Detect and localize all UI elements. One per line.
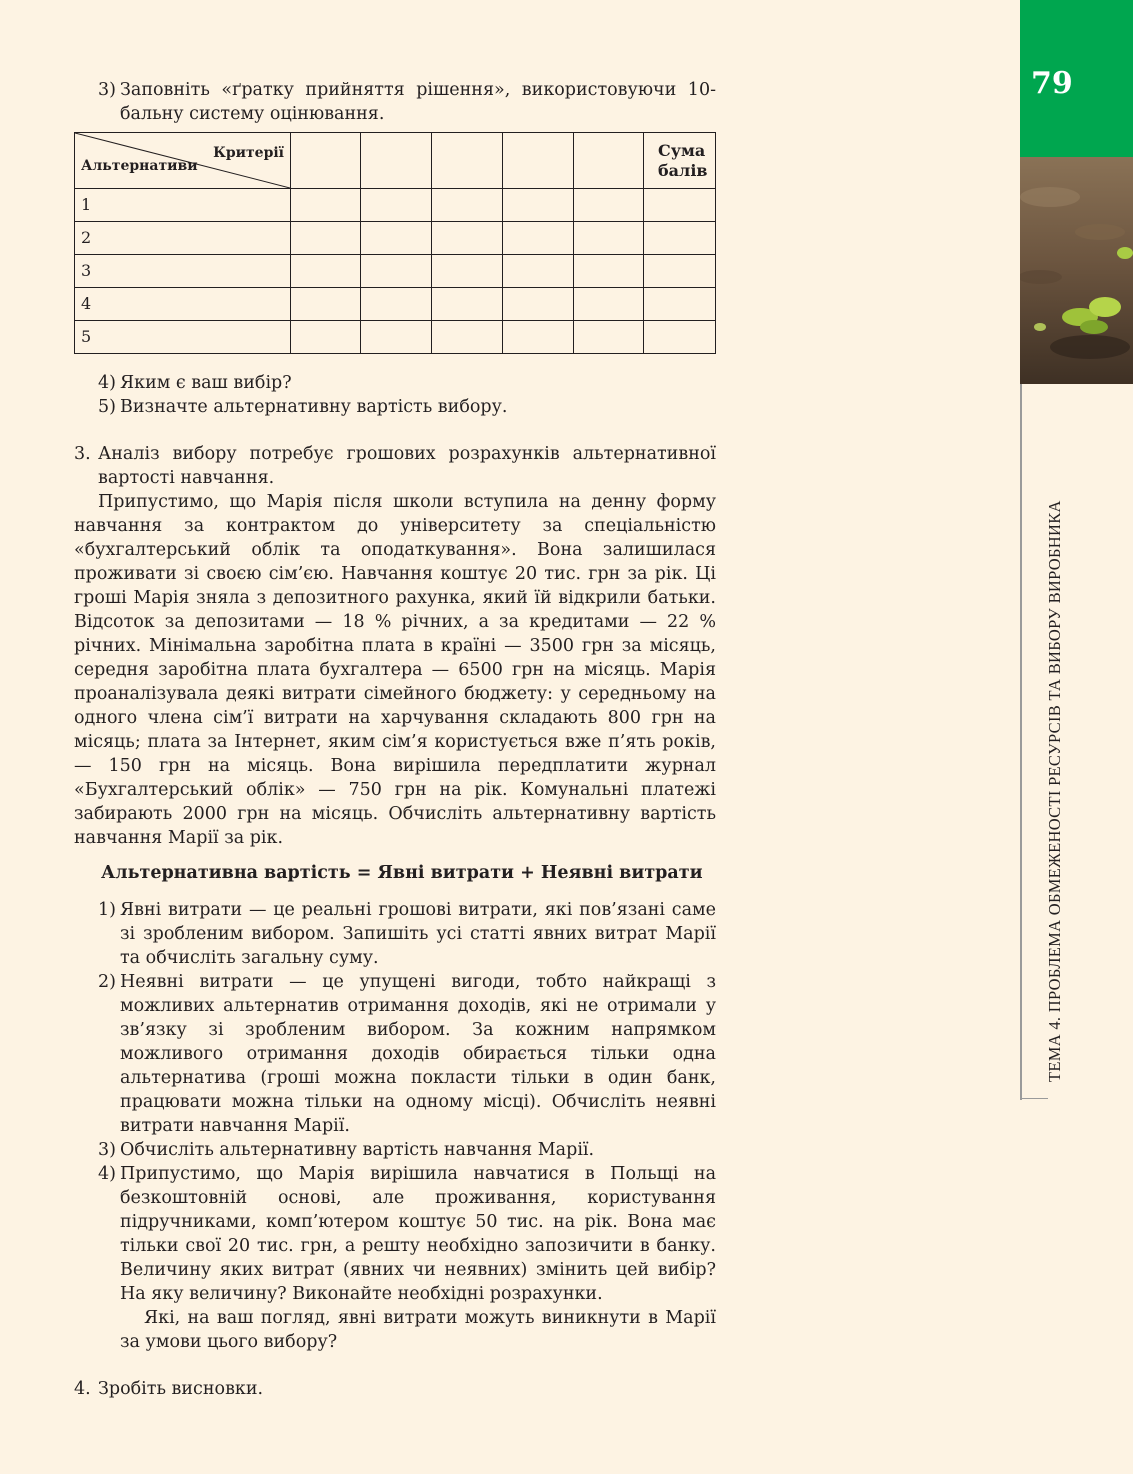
criteria-label: Критерії [213, 145, 284, 161]
item-3 [74, 78, 716, 126]
page-content [74, 78, 716, 1401]
score-cell[interactable] [432, 189, 503, 222]
score-cell[interactable] [503, 189, 574, 222]
table-row [75, 222, 716, 255]
table-row [75, 321, 716, 354]
score-cell[interactable] [291, 222, 361, 255]
score-cell[interactable] [432, 288, 503, 321]
item-5 [74, 395, 716, 419]
row-label: 3 [75, 255, 291, 288]
item-number: 3) [98, 80, 116, 100]
criteria-cell[interactable] [291, 133, 361, 189]
task-3 [74, 442, 716, 490]
score-cell[interactable] [432, 321, 503, 354]
item-4 [74, 371, 716, 395]
sum-cell[interactable] [644, 189, 716, 222]
task-number: 4. [74, 1379, 91, 1399]
criteria-cell[interactable] [503, 133, 574, 189]
task-3-paragraph: Припустимо, що Марія після школи вступила на денну форму навчання за контрактом до університету за спеціальністю «бухгалтерський облік та оподаткування». Вона залишилася проживати зі своєю сім’єю. Навчання коштує 20 тис. грн за рік. Ці гроші Марія зняла з депозитного рахунка, який їй відкрили батьки. Відсоток за депозитами — 18 % річних, а за кредитами — 22 % річних. Мінімальна заробітна плата в країні — 3500 грн за місяць, середня заробітна плата бухгалтера — 6500 грн на місяць. Марія проаналізувала деякі витрати сімейного бюджету: у середньому на одного члена сім’ї витрати на харчування складають 800 грн на місяць; плата за Інтернет, яким сім’я користується вже п’ять років, — 150 грн на місяць. Вона вирішила передплатити журнал «Бухгалтерський облік» — 750 грн на рік. Комунальні платежі забирають 2000 грн на місяць. Обчисліть альтернативну вартість навчання Марії за рік. [74, 492, 716, 848]
item-number: 4) [98, 1164, 116, 1184]
sum-cell[interactable] [644, 222, 716, 255]
score-cell[interactable] [574, 288, 644, 321]
item-text: Припустимо, що Марія вирішила навчатися в Польщі на безкоштовній основі, але проживання, користування підручниками, комп’ютером коштує 50 тис. на рік. Вона має тільки свої 20 тис. грн, а решту необхідно запозичити в банку. Величину яких витрат (явних чи неявних) змінить цей вибір? На яку величину? Виконайте необхідні розрахунки. [120, 1164, 716, 1304]
page-number: 79 [1031, 66, 1073, 101]
score-cell[interactable] [503, 321, 574, 354]
sum-cell[interactable] [644, 288, 716, 321]
score-cell[interactable] [291, 255, 361, 288]
side-divider [1020, 384, 1022, 1100]
score-cell[interactable] [574, 189, 644, 222]
diagonal-header-cell [75, 133, 291, 189]
item-text: Які, на ваш погляд, явні витрати можуть виникнути в Марії за умови цього вибору? [120, 1308, 716, 1352]
score-cell[interactable] [503, 222, 574, 255]
row-label: 5 [75, 321, 291, 354]
criteria-cell[interactable] [432, 133, 503, 189]
score-cell[interactable] [574, 321, 644, 354]
item-text: Яким є ваш вибір? [120, 373, 292, 393]
score-cell[interactable] [574, 222, 644, 255]
row-label: 4 [75, 288, 291, 321]
score-cell[interactable] [291, 288, 361, 321]
formula: Альтернативна вартість = Явні витрати + Неявні витрати [101, 863, 703, 883]
subitem-1 [74, 898, 716, 970]
table-header-row [75, 133, 716, 189]
subitem-2 [74, 970, 716, 1138]
subitem-4-extra [74, 1306, 716, 1354]
item-number: 3) [98, 1140, 116, 1160]
score-cell[interactable] [432, 222, 503, 255]
criteria-cell[interactable] [361, 133, 432, 189]
score-cell[interactable] [291, 321, 361, 354]
decision-grid-table [74, 132, 716, 354]
sum-header-cell: Сума балів [644, 133, 716, 189]
table-row [75, 189, 716, 222]
task-text: Зробіть висновки. [98, 1379, 264, 1399]
sum-cell[interactable] [644, 321, 716, 354]
score-cell[interactable] [361, 255, 432, 288]
item-text: Неявні витрати — це упущені вигоди, тобто найкращі з можливих альтернатив отримання доходів, які не отримали у зв’язку зі зробленим вибором. За кожним напрямком можливого отримання доходів обирається тільки одна альтернатива (гроші можна покласти тільки в один банк, працювати можна тільки на одному місці). Обчисліть неявні витрати навчання Марії. [120, 972, 716, 1136]
row-label: 1 [75, 189, 291, 222]
score-cell[interactable] [361, 189, 432, 222]
item-number: 5) [98, 397, 116, 417]
soil-seedling-photo [1020, 157, 1133, 384]
chapter-title: ТЕМА 4. ПРОБЛЕМА ОБМЕЖЕНОСТІ РЕСУРСІВ ТА ВИБОРУ ВИРОБНИКА [1045, 500, 1064, 1082]
item-number: 2) [98, 972, 116, 992]
score-cell[interactable] [432, 255, 503, 288]
item-text: Обчисліть альтернативну вартість навчання Марії. [120, 1140, 595, 1160]
item-text: Явні витрати — це реальні грошові витрати, які пов’язані саме зі зробленим вибором. Запишіть усі статті явних витрат Марії та обчисліть загальну суму. [120, 900, 716, 968]
item-text: Заповніть «ґратку прийняття рішення», використовуючи 10-бальну систему оцінювання. [120, 80, 716, 124]
row-label: 2 [75, 222, 291, 255]
item-text: Визначте альтернативну вартість вибору. [120, 397, 508, 417]
score-cell[interactable] [361, 321, 432, 354]
score-cell[interactable] [361, 288, 432, 321]
table-row [75, 288, 716, 321]
sum-cell[interactable] [644, 255, 716, 288]
score-cell[interactable] [361, 222, 432, 255]
alternatives-label: Альтернативи [81, 158, 198, 174]
task-4 [74, 1377, 716, 1401]
subitem-3 [74, 1138, 716, 1162]
item-number: 4) [98, 373, 116, 393]
subitem-4 [74, 1162, 716, 1306]
score-cell[interactable] [503, 288, 574, 321]
score-cell[interactable] [503, 255, 574, 288]
side-divider-foot [1020, 1098, 1048, 1099]
task-text: Аналіз вибору потребує грошових розрахунків альтернативної вартості навчання. [98, 444, 716, 488]
criteria-cell[interactable] [574, 133, 644, 189]
table-row [75, 255, 716, 288]
task-number: 3. [74, 444, 91, 464]
score-cell[interactable] [291, 189, 361, 222]
score-cell[interactable] [574, 255, 644, 288]
item-number: 1) [98, 900, 116, 920]
